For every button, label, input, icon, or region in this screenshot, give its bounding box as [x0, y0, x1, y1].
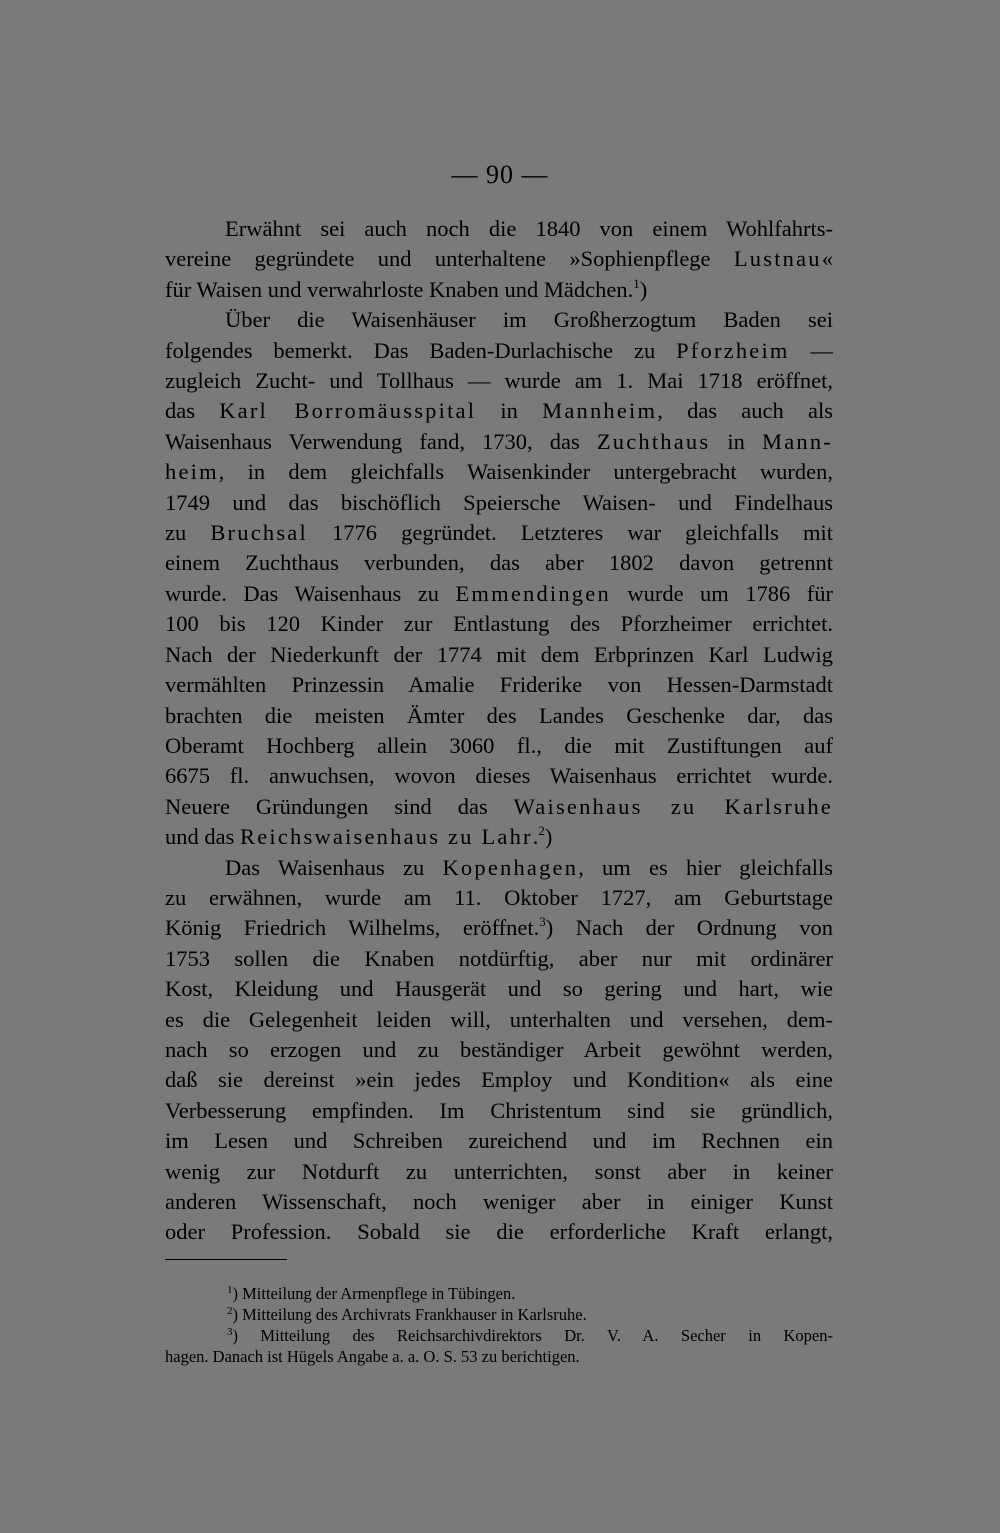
text-run: einem Zuchthaus verbunden, das aber 1802 davon getrennt: [165, 550, 833, 576]
text-line: [165, 701, 833, 731]
spaced-emphasis: Mann-: [762, 428, 833, 454]
text-line: [165, 974, 833, 1004]
text-run: ): [639, 276, 648, 302]
text-line: [165, 427, 833, 457]
text-run: daß sie dereinst »ein jedes Employ und Kondition« als eine: [165, 1067, 833, 1093]
text-line: [165, 1325, 833, 1346]
text-run: im Lesen und Schreiben zureichend und im Rechnen ein: [165, 1128, 833, 1154]
text-run: König Friedrich Wilhelms, eröffnet.: [165, 915, 540, 941]
text-run: folgendes bemerkt. Das Baden-Durlachische zu: [165, 337, 677, 363]
text-run: , das auch als: [657, 398, 833, 424]
text-run: nach so erzogen und zu beständiger Arbeit gewöhnt werden,: [165, 1036, 833, 1062]
paragraph: [165, 853, 833, 1248]
text-run: 1753 sollen die Knaben notdürftig, aber nur mit ordinärer: [165, 945, 833, 971]
text-line: [165, 792, 833, 822]
text-line: [165, 1065, 833, 1095]
spaced-emphasis: Lustnau: [733, 246, 822, 272]
text-line: [165, 1283, 833, 1304]
text-line: [165, 761, 833, 791]
text-run: oder Profession. Sobald sie die erforderliche Kraft erlangt,: [165, 1219, 833, 1245]
paragraph: [165, 214, 833, 305]
spaced-emphasis: Bruchsal: [210, 520, 308, 546]
text-line: [165, 1187, 833, 1217]
text-run: «: [821, 246, 833, 272]
text-line: [165, 244, 833, 274]
text-line: [165, 913, 833, 943]
text-line: [165, 1035, 833, 1065]
spaced-emphasis: Emmendingen: [455, 580, 611, 606]
spaced-emphasis: Kopenhagen: [442, 854, 579, 880]
text-run: Erwähnt sei auch noch die 1840 von einem Wohlfahrts-: [225, 216, 833, 241]
text-run: ): [544, 824, 553, 850]
footnotes: [165, 1283, 833, 1367]
footnote: [165, 1283, 833, 1304]
text-run: —: [789, 337, 833, 363]
text-line: [165, 214, 833, 244]
text-line: [165, 1304, 833, 1325]
footnote-marker: 3: [539, 914, 546, 930]
text-run: brachten die meisten Ämter des Landes Geschenke dar, das: [165, 702, 833, 728]
footnote: [165, 1304, 833, 1325]
text-run: zu erwähnen, wurde am 11. Oktober 1727, am Geburtstage: [165, 884, 833, 910]
text-run: ) Nach der Ordnung von: [545, 915, 833, 941]
text-line: [165, 853, 833, 883]
page-number: — 90 —: [451, 160, 549, 189]
text-run: und das: [165, 824, 240, 850]
text-run: in: [710, 428, 762, 454]
footnote-marker: 1: [633, 275, 640, 291]
text-line: [165, 944, 833, 974]
text-line: [165, 579, 833, 609]
text-line: [165, 1005, 833, 1035]
text-line: [165, 822, 833, 852]
footnote-marker: 3: [227, 1326, 233, 1338]
body-text: [165, 214, 833, 1248]
text-line: [165, 366, 833, 396]
text-run: .: [532, 824, 539, 850]
text-run: für Waisen und verwahrloste Knaben und Mädchen.: [165, 276, 634, 302]
text-line: [165, 1096, 833, 1126]
text-run: ) Mitteilung des Archivrats Frankhauser in Karlsruhe.: [232, 1305, 587, 1324]
text-line: [165, 548, 833, 578]
footnote-marker: 2: [227, 1305, 233, 1317]
text-line: [165, 670, 833, 700]
text-line: [165, 1217, 833, 1247]
text-run: 1776 gegründet. Letzteres war gleichfalls mit: [307, 520, 833, 546]
text-line: [165, 336, 833, 366]
text-run: ) Mitteilung der Armenpflege in Tübingen.: [232, 1284, 516, 1303]
text-run: zu: [165, 520, 211, 546]
text-line: [165, 488, 833, 518]
footnote-marker: 2: [538, 823, 545, 839]
text-run: wurde um 1786 für: [610, 580, 833, 606]
text-run: 1749 und das bischöflich Speiersche Waisen- und Findelhaus: [165, 489, 833, 515]
text-run: wurde. Das Waisenhaus zu: [165, 580, 456, 606]
text-run: Kost, Kleidung und Hausgerät und so gering und hart, wie: [165, 976, 833, 1002]
text-run: ) Mitteilung des Reichsarchivdirektors Dr. V. A. Secher in Kopen-: [232, 1326, 833, 1345]
text-line: [165, 518, 833, 548]
text-run: anderen Wissenschaft, noch weniger aber in einiger Kunst: [165, 1189, 833, 1214]
spaced-emphasis: Karl Borromäusspital: [219, 398, 477, 424]
spaced-emphasis: Waisenhaus zu Karlsruhe: [513, 793, 833, 819]
footnote-rule: [165, 1259, 287, 1260]
text-line: [165, 1126, 833, 1156]
spaced-emphasis: Mannheim: [542, 398, 658, 424]
text-line: [165, 609, 833, 639]
text-run: hagen. Danach ist Hügels Angabe a. a. O. S. 53 zu berichtigen.: [165, 1347, 580, 1366]
text-line: [165, 731, 833, 761]
text-line: [165, 275, 833, 305]
text-line: [165, 1346, 833, 1367]
text-run: es die Gelegenheit leiden will, unterhalten und versehen, dem-: [165, 1006, 833, 1032]
footnote-marker: 1: [227, 1284, 233, 1296]
text-run: Verbesserung empfinden. Im Christentum sind sie gründlich,: [165, 1097, 833, 1123]
text-run: Nach der Niederkunft der 1774 mit dem Erbprinzen Karl Ludwig: [165, 641, 833, 667]
footnote: [165, 1325, 833, 1367]
spaced-emphasis: Pforzheim: [676, 337, 790, 363]
text-run: Oberamt Hochberg allein 3060 fl., die mit Zustiftungen auf: [165, 732, 833, 758]
text-run: vermählten Prinzessin Amalie Friderike von Hessen-Darmstadt: [165, 672, 833, 698]
text-run: in: [476, 398, 543, 424]
text-line: [165, 457, 833, 487]
text-line: [165, 640, 833, 670]
spaced-emphasis: Reichswaisenhaus zu Lahr: [240, 824, 533, 850]
text-line: [165, 396, 833, 426]
text-run: , um es hier gleichfalls: [578, 854, 833, 880]
spaced-emphasis: Zuchthaus: [596, 428, 711, 454]
paragraph: [165, 305, 833, 852]
text-run: 100 bis 120 Kinder zur Entlastung des Pforzheimer errichtet.: [165, 611, 833, 637]
text-line: [165, 1157, 833, 1187]
text-run: das: [165, 398, 220, 424]
text-line: [165, 883, 833, 913]
text-run: Über die Waisenhäuser im Großherzogtum Baden sei: [225, 307, 833, 333]
text-run: Das Waisenhaus zu: [225, 854, 443, 880]
text-run: wenig zur Notdurft zu unterrichten, sonst aber in keiner: [165, 1158, 833, 1184]
text-run: Neuere Gründungen sind das: [165, 793, 514, 819]
text-run: vereine gegründete und unterhaltene »Sophienpflege: [165, 246, 734, 272]
text-run: zugleich Zucht- und Tollhaus — wurde am 1. Mai 1718 eröffnet,: [165, 368, 833, 394]
spaced-emphasis: heim: [165, 459, 219, 485]
text-line: [165, 305, 833, 335]
text-run: , in dem gleichfalls Waisenkinder untergebracht wurden,: [218, 459, 833, 485]
text-run: 6675 fl. anwuchsen, wovon dieses Waisenhaus errichtet wurde.: [165, 763, 833, 789]
text-run: Waisenhaus Verwendung fand, 1730, das: [165, 428, 597, 454]
